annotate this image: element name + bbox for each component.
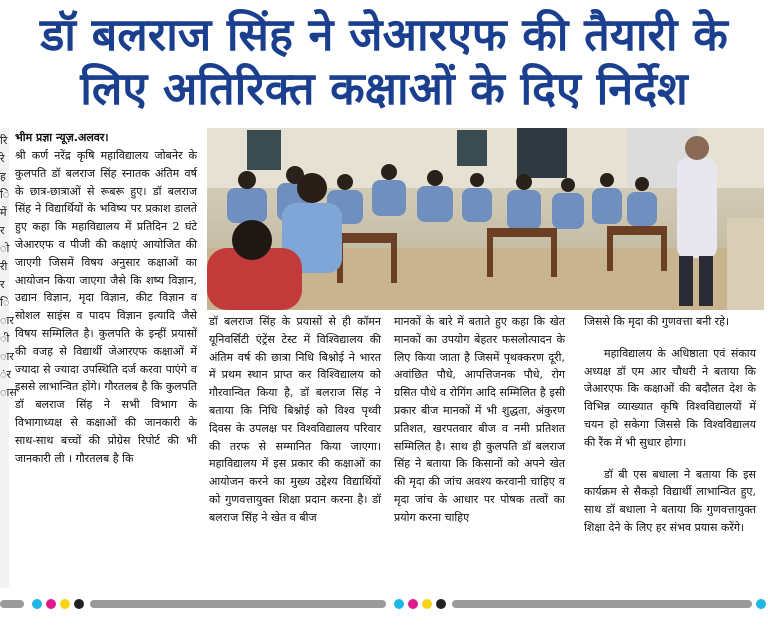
column-3-text: मानकों के बारे में बताते हुए कहा कि खेत मानकों का उपयोग बेहतर फसलोत्पादन के लिए किया जाता है जिसमें पृथक्करण दूरी, अवांछित पौधे, आपत्तिजनक पौधे, रोग ग्रसित पौधे व रोगिंग आदि सम्मिलित है इसी प्रकार बीज मानकों में भी शुद्धता, अंकुरण प्रतिशत, खरपतवार बीज व नमी प्रतिशत सम्मिलित है। साथ ही कुलपति डॉ बलराज सिंह ने बताया कि किसानों को अपने खेत की मृदा की जांच अवश्य करवानी चाहिए व मृदा जांच के आधार पर पोषक तत्वों का प्रयोग करना चाहिए [394,315,565,524]
edge-fragment: ि [0,296,10,309]
footer-bar [452,600,752,608]
edge-fragment: ो [0,242,10,255]
column-2-text: डॉ बलराज सिंह के प्रयासों से ही कॉमन यूनिवर्सिटी एंट्रेंस टेस्ट में विश्विद्यालय की अंतिम वर्ष की छात्रा निधि बिश्नोई ने भारत में प्रथम स्थान प्राप्त कर विश्विद्यालय को गौरवान्वित किया है, डॉ बलराज सिंह ने बताया कि निधि बिश्नोई को विश्व पृथ्वी दिवस के उपलक्ष पर विश्वविद्यालय परिवार की तरफ से सम्मानित किया जाएगा। महाविद्यालय में इस प्रकार की कक्षाओं का आयोजन करने का मुख्य उद्देश्य विद्यार्थियों को गुणवत्तायुक्त शिक्षा प्रदान करना है। डॉ बलराज सिंह ने खेत व बीज [209,315,381,524]
cyan-dot [32,599,42,609]
article-column-1 [15,129,197,467]
black-dot [436,599,446,609]
column-4-para-1: जिससे कि मृदा की गुणवत्ता बनी रहे। [584,315,730,328]
magenta-dot [46,599,56,609]
edge-fragment: रि [0,134,8,147]
byline: भीम प्रज्ञा न्यूज़.अलवर। [15,131,109,144]
edge-fragment: ी [0,332,10,345]
edge-fragment: ंर [0,368,12,381]
cyan-dot [756,599,766,609]
edge-fragment: ार [0,350,14,363]
classroom-photo [207,128,764,310]
edge-fragment: ार [0,314,14,327]
article-column-2 [209,313,381,527]
edge-fragment: र [0,278,5,291]
cyan-dot [394,599,404,609]
black-dot [74,599,84,609]
yellow-dot [422,599,432,609]
footer-bar [90,600,386,608]
footer-decoration [0,596,768,610]
edge-fragment: री [0,260,8,273]
footer-bar [0,600,24,608]
edge-fragment: ि [0,188,10,201]
edge-fragment: में [0,206,7,219]
headline-line-1: डॉ बलराज सिंह ने जेआरएफ की तैयारी के [40,8,728,61]
magenta-dot [408,599,418,609]
classroom-photo-illustration [207,128,764,310]
column-1-text: श्री कर्ण नरेंद्र कृषि महाविद्यालय जोबनेर के कुलपति डॉ बलराज सिंह स्नातक अंतिम वर्ष के छात्र-छात्राओं से रूबरू हुए। डॉ बलराज सिंह ने विद्यार्थियों के भविष्य पर प्रकाश डालते हुए कहा कि महाविद्यालय में प्रतिदिन 2 घंटे जेआरएफ व पीजी की कक्षाएं आयोजित की जाएगी जिसमें विषय अनुसार कक्षाओं का आयोजन किया जाएगा जैसे कि शष्य विज्ञान, उद्यान विज्ञान, मृदा विज्ञान, कीट विज्ञान व सोशल साइंस व पादप विज्ञान इत्यादि जैसे विषय सम्मिलित है। कुलपति के इन्हीं प्रयासों की वजह से विद्यार्थी जेआरएफ कक्षाओं में ज्यादा से ज्यादा उपस्थिति दर्ज करवा पाएंगे व इससे लाभान्वित होंगे। गौरतलब है कि कुलपति डॉ बलराज सिंह ने सभी विभाग के विभागाध्यक्ष से कक्षाओं की जानकारी के साथ-साथ बच्चों की प्रोग्रेस रिपोर्ट की भी जानकारी ली । गौरतलब है कि [15,149,197,465]
article-column-4 [584,313,756,537]
headline-line-2: लिए अतिरिक्त कक्षाओं के दिए निर्देश [80,62,688,115]
edge-fragment: र [0,224,5,237]
column-4-para-2: महाविद्यालय के अधिष्ठाता एवं संकाय अध्यक्ष डॉ एम आर चौधरी ने बताया कि जेआरएफ कि कक्षाओं की बदौलत देश के विभिन्न व्याख्यात कृषि विश्वविद्यालयों में चयन हो सकेगा जिससे कि विश्वविद्यालय की रैंक में भी सुधार होगा। [584,346,756,449]
column-4-para-3: डॉ बी एस बधाला ने बताया कि इस कार्यक्रम से सैकड़ो विद्यार्थी लाभान्वित हुए, साथ डॉ बधाला ने बताया कि गुणवत्तायुक्त शिक्षा देने के लिए हर संभव प्रयास करेंगे। [584,467,756,534]
article-column-3 [394,313,565,527]
edge-fragment: रे [0,152,5,165]
edge-fragment: ास [0,386,17,399]
edge-fragment: ह [0,170,6,183]
headline [0,0,768,126]
yellow-dot [60,599,70,609]
